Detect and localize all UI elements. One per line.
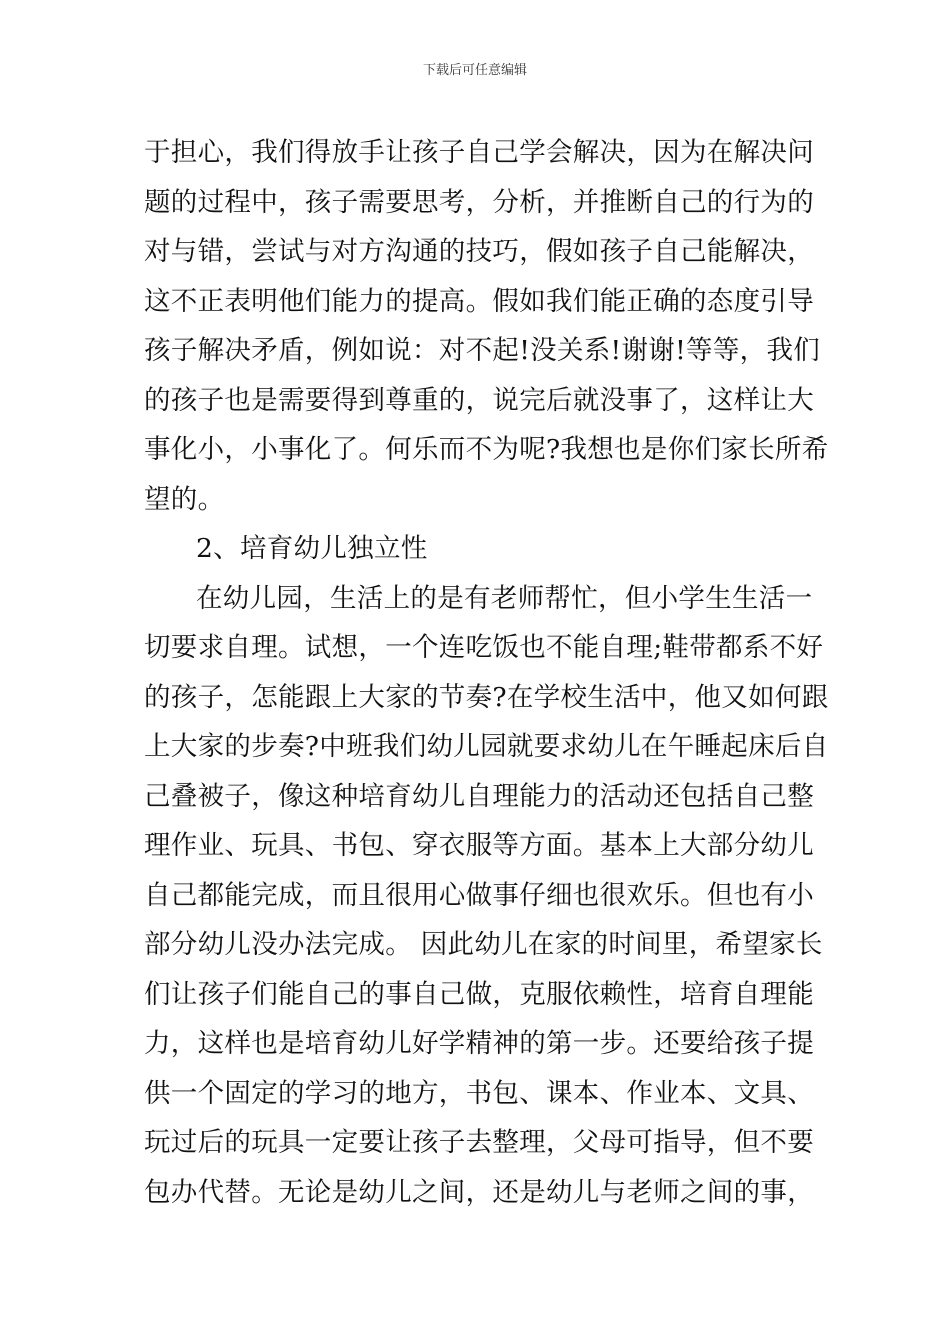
text-line: 切要求自理。试想，一个连吃饭也不能自理;鞋带都系不好 [144,632,824,663]
document-body [144,128,829,1217]
text-line: 望的。 [144,483,225,515]
text-line: 玩过后的玩具一定要让孩子去整理，父母可指导，但不要 [144,1127,814,1158]
text-line: 事化小，小事化了。何乐而不为呢?我想也是你们家长所希 [144,434,829,465]
page-header: 下载后可任意编辑 [422,63,527,78]
text-line: 自己都能完成，而且很用心做事仔细也很欢乐。但也有小 [144,879,814,911]
text-line: 的孩子，怎能跟上大家的节奏?在学校生活中，他又如何跟 [144,681,829,713]
text-line: 供一个固定的学习的地方，书包、课本、作业本、文具、 [144,1077,814,1109]
text-line: 对与错，尝试与对方沟通的技巧，假如孩子自己能解决， [144,236,814,267]
section-heading: 2、培育幼儿独立性 [196,533,428,564]
text-line: 孩子解决矛盾，例如说：对不起!没关系!谢谢!等等，我们 [144,335,821,366]
text-line: 部分幼儿没办法完成。 因此幼儿在家的时间里，希望家长 [144,929,823,960]
paragraph-first-line: 在幼儿园，生活上的是有老师帮忙，但小学生生活一 [196,582,813,614]
text-line: 包办代替。无论是幼儿之间，还是幼儿与老师之间的事， [144,1176,814,1208]
text-line: 的孩子也是需要得到尊重的，说完后就没事了，这样让大 [144,384,814,416]
text-line: 力，这样也是培育幼儿好学精神的第一步。还要给孩子提 [144,1028,814,1059]
text-line: 们让孩子们能自己的事自己做，克服依赖性，培育自理能 [144,978,814,1010]
text-line: 这不正表明他们能力的提高。假如我们能正确的态度引导 [144,285,814,317]
text-line: 题的过程中，孩子需要思考，分析，并推断自己的行为的 [144,186,814,218]
text-line: 理作业、玩具、书包、穿衣服等方面。基本上大部分幼儿 [144,830,814,861]
text-line: 己叠被子，像这种培育幼儿自理能力的活动还包括自己整 [144,780,814,812]
text-line: 上大家的步奏?中班我们幼儿园就要求幼儿在午睡起床后自 [144,731,829,762]
text-line: 于担心，我们得放手让孩子自己学会解决，因为在解决问 [144,137,814,168]
